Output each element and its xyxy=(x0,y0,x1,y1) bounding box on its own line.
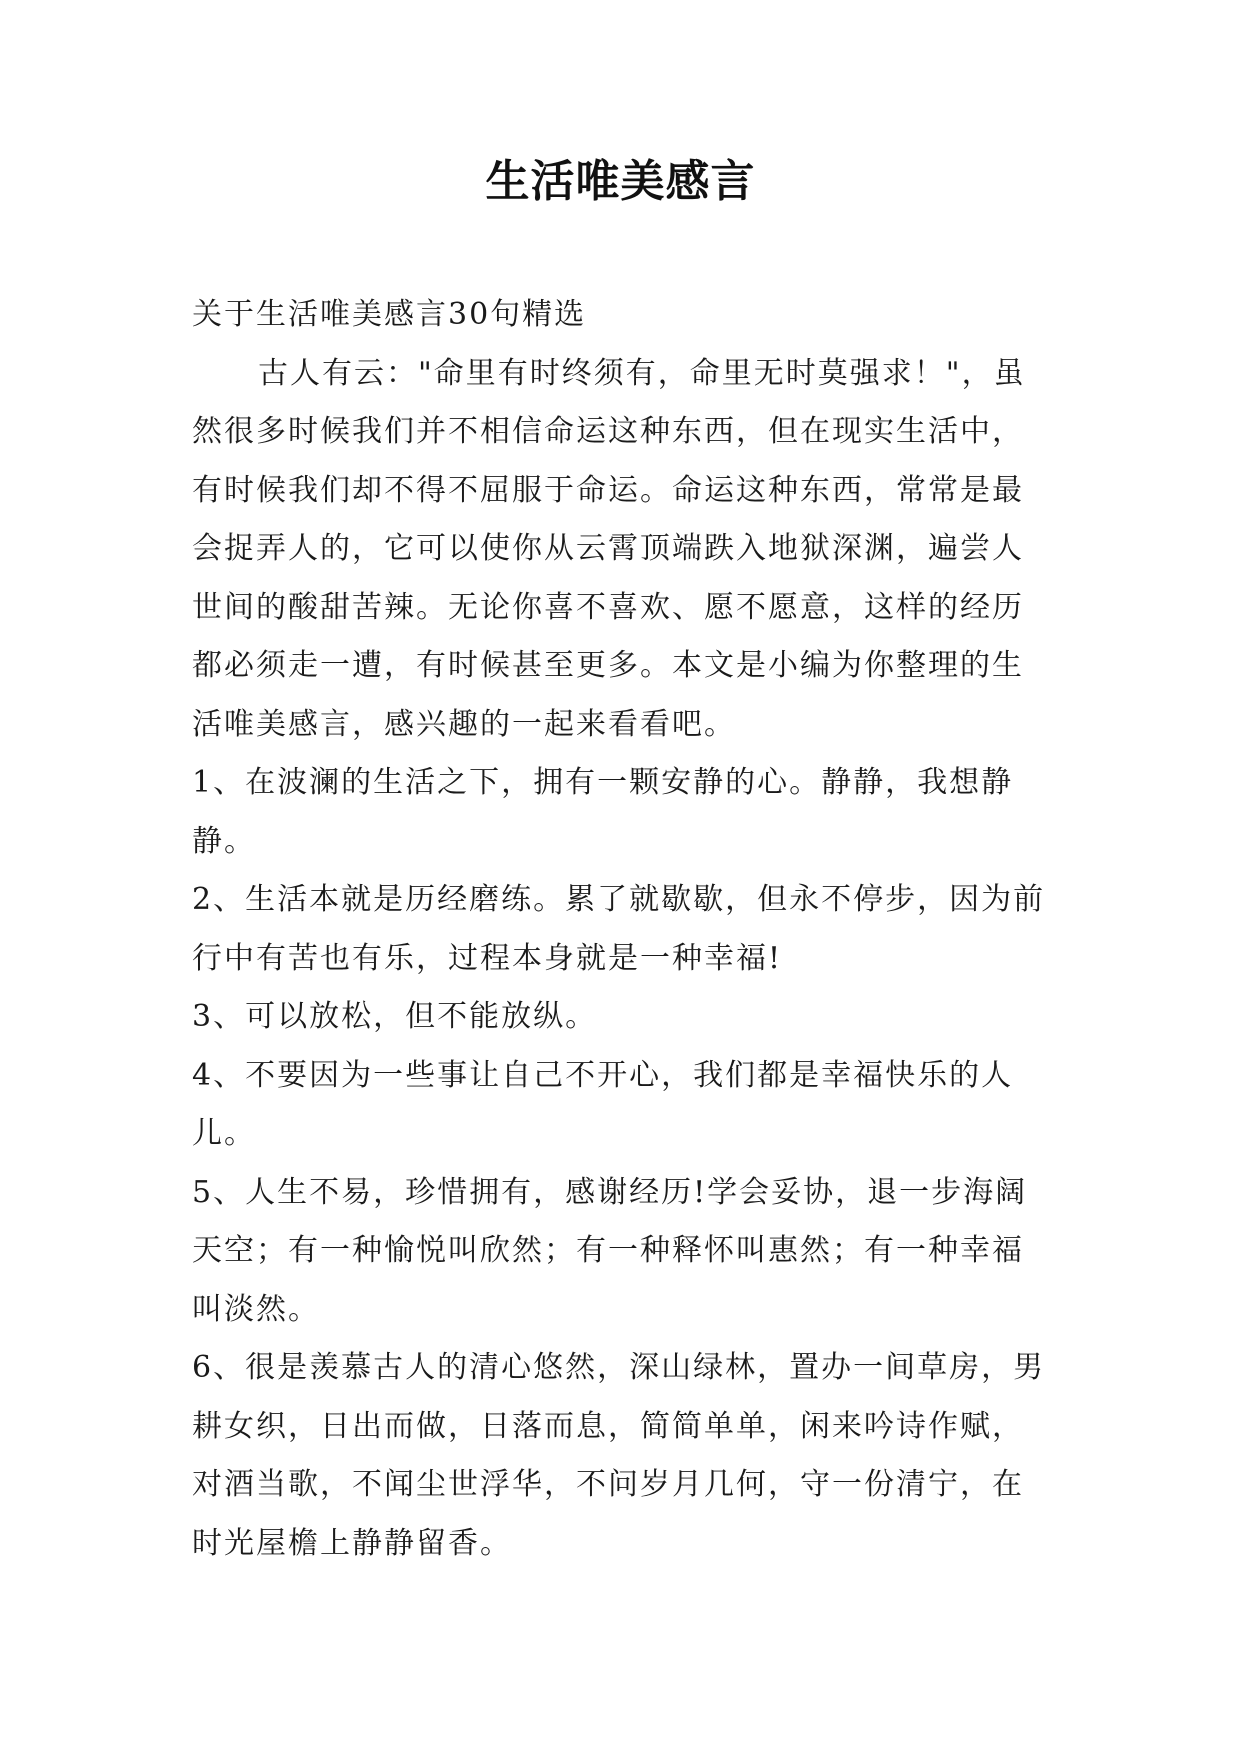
intro-paragraph: 古人有云："命里有时终须有，命里无时莫强求！"，虽然很多时候我们并不相信命运这种东西，但在现实生活中，有时候我们却不得不屈服于命运。命运这种东西，常常是最会捉弄人的，它可以使你从云霄顶端跌入地狱深渊，遍尝人世间的酸甜苦辣。无论你喜不喜欢、愿不愿意，这样的经历都必须走一遭，有时候甚至更多。本文是小编为你整理的生活唯美感言，感兴趣的一起来看看吧。 xyxy=(192,355,1026,742)
document-title: 生活唯美感言 xyxy=(485,156,756,207)
list-item-2: 2、生活本就是历经磨练。累了就歇歇，但永不停步，因为前行中有苦也有乐，过程本身就是一种幸福! xyxy=(192,882,1046,976)
list-item-1: 1、在波澜的生活之下，拥有一颗安静的心。静静，我想静静。 xyxy=(192,765,1014,859)
list-item-6: 6、很是羡慕古人的清心悠然，深山绿林，置办一间草房，男耕女织，日出而做，日落而息，简简单单，闲来吟诗作赋，对酒当歌，不闻尘世浮华，不问岁月几何，守一份清宁，在时光屋檐上静静留香。 xyxy=(192,1350,1046,1561)
list-item-4: 4、不要因为一些事让自己不开心，我们都是幸福快乐的人儿。 xyxy=(192,1057,1014,1151)
document-body xyxy=(192,286,1052,1573)
document-subtitle: 关于生活唯美感言30句精选 xyxy=(192,297,587,332)
list-item-3: 3、可以放松，但不能放纵。 xyxy=(192,999,598,1034)
list-item-5: 5、人生不易，珍惜拥有，感谢经历!学会妥协，退一步海阔天空；有一种愉悦叫欣然；有一种释怀叫惠然；有一种幸福叫淡然。 xyxy=(192,1174,1028,1327)
